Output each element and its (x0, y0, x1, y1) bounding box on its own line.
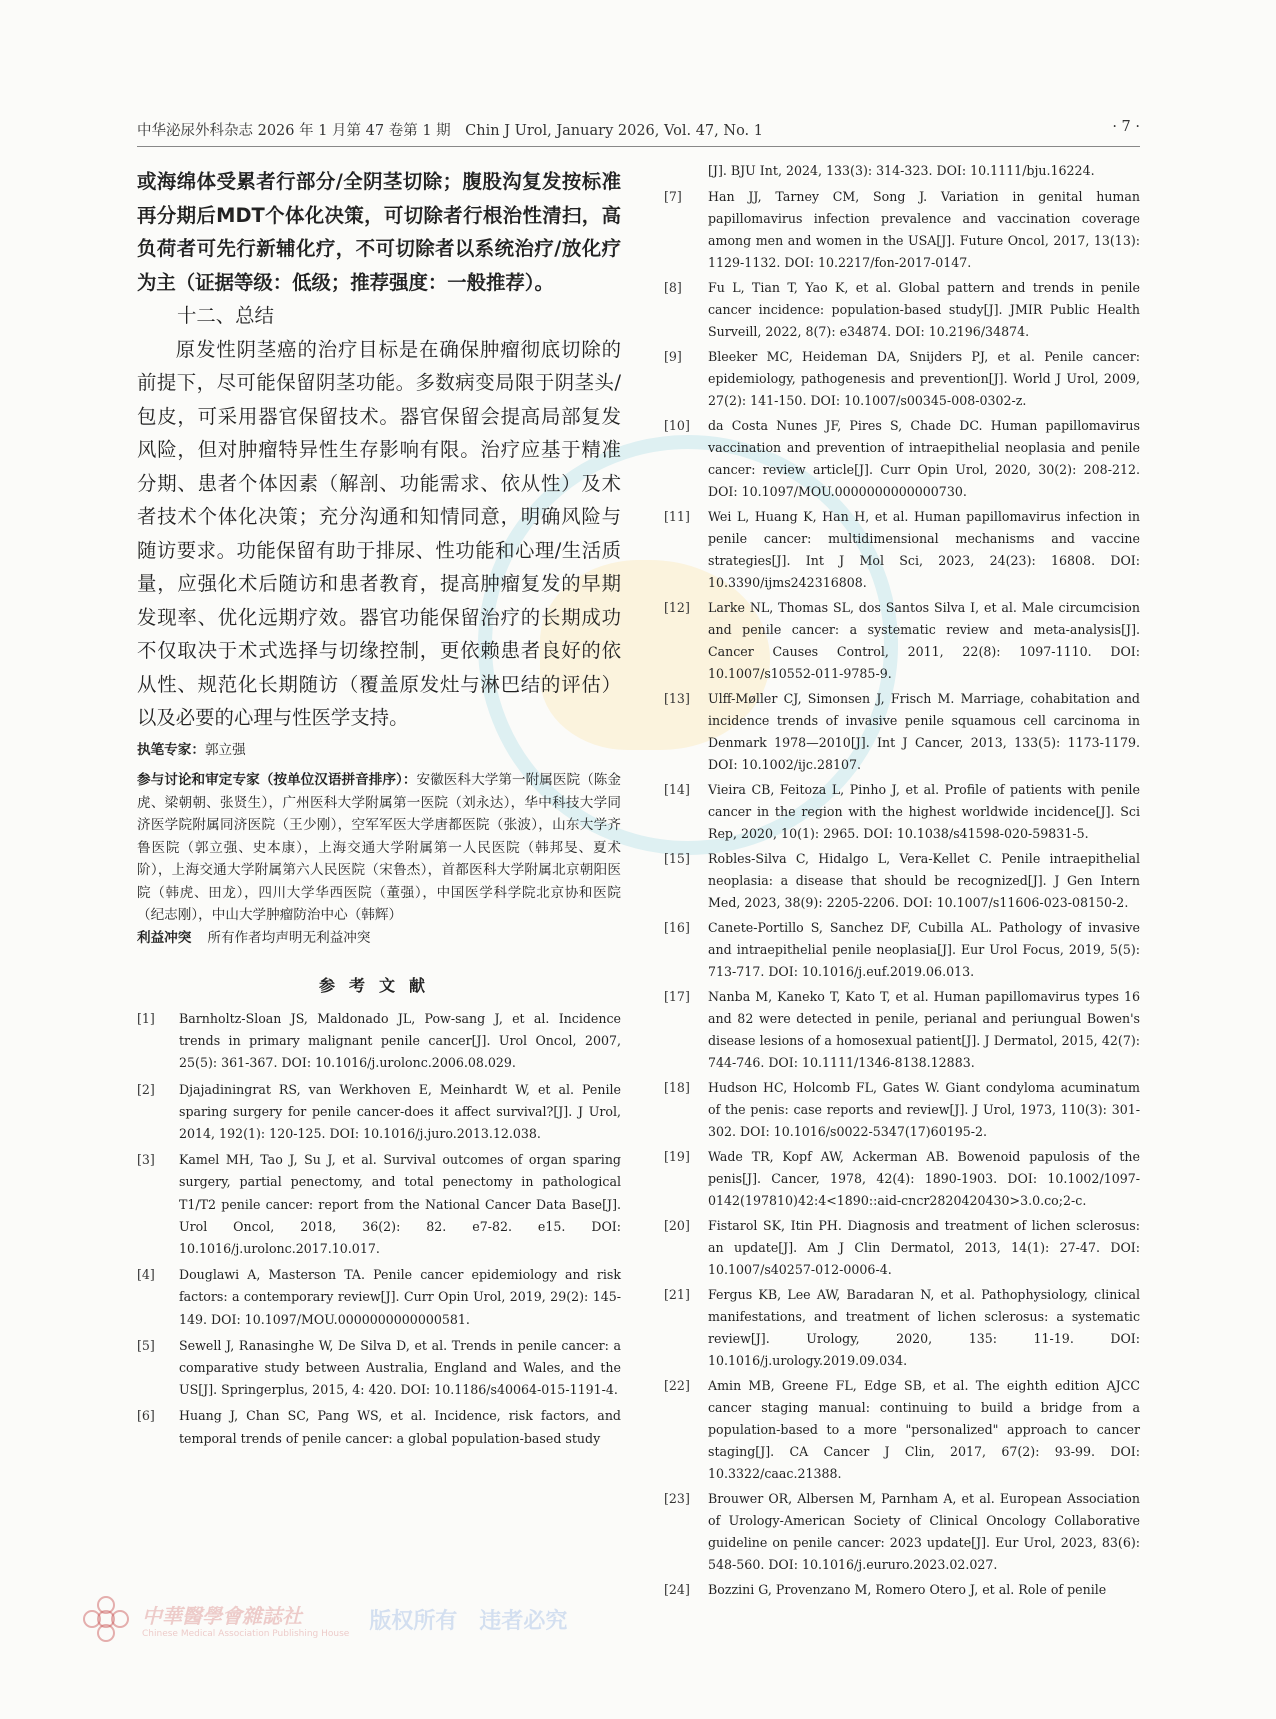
reference-number: [10] (664, 418, 690, 433)
experts-label: 参与讨论和审定专家（按单位汉语拼音排序）： (137, 772, 417, 788)
reference-text: Fergus KB, Lee AW, Baradaran N, et al. Pathophysiology, clinical manifestations, and treatment of lichen sclerosus: a systematic review[J]. Urology, 2020, 135: 11-19. DOI: 10.1016/j.urology.2019.09.034. (708, 1287, 1140, 1368)
reference-number: [20] (664, 1218, 690, 1233)
reference-item (137, 1405, 621, 1449)
reference-number: [9] (664, 349, 682, 364)
reference-item (137, 1008, 621, 1075)
reference-number: [5] (137, 1337, 155, 1353)
references-list-right (664, 186, 1140, 1601)
reference-text: Huang J, Chan SC, Pang WS, et al. Incidence, risk factors, and temporal trends of penile cancer: a global population-based study (179, 1408, 621, 1446)
reference-number: [4] (137, 1267, 155, 1283)
reference-item (137, 1149, 621, 1260)
reference-text: Bozzini G, Provenzano M, Romero Otero J, et al. Role of penile (708, 1582, 1107, 1597)
reference-number: [8] (664, 280, 682, 295)
publisher-name (142, 1600, 349, 1639)
reference-item (664, 688, 1140, 776)
page-number: · 7 · (1112, 119, 1140, 135)
reference-item (664, 848, 1140, 914)
reference-number: [15] (664, 851, 690, 866)
reference-text: Robles-Silva C, Hidalgo L, Vera-Kellet C. Penile intraepithelial neoplasia: a disease that should be recognized[J]. J Gen Intern Med, 2023, 38(9): 2205-2206. DOI: 10.1007/s11606-023-08150-2. (708, 851, 1140, 910)
header-rule (137, 146, 1140, 147)
reference-item (664, 1488, 1140, 1576)
reference-text: Nanba M, Kaneko T, Kato T, et al. Human papillomavirus types 16 and 82 were detected in penile, perianal and periungual Bowen's disease lesions of a homosexual patient[J]. J Dermatol, 2015, 42(7): 744-746. DOI: 10.1111/1346-8138.12883. (708, 989, 1140, 1070)
reference-number: [1] (137, 1011, 155, 1026)
reference-number: [11] (664, 509, 690, 524)
reference-text: Fu L, Tian T, Yao K, et al. Global pattern and trends in penile cancer incidence: population-based study[J]. JMIR Public Health Surveill, 2022, 8(7): e34874. DOI: 10.2196/34874. (708, 280, 1140, 339)
reference-text: Bleeker MC, Heideman DA, Snijders PJ, et al. Penile cancer: epidemiology, pathogenesis and prevention[J]. World J Urol, 2009, 27(2): 141-150. DOI: 10.1007/s00345-008-0302-z. (708, 349, 1140, 408)
experts-list: 安徽医科大学第一附属医院（陈金虎、梁朝朝、张贤生），广州医科大学附属第一医院（刘永达），华中科技大学同济医学院附属同济医院（王少刚），空军军医大学唐都医院（张波），山东大学齐鲁医院（郭立强、史本康），上海交通大学附属第一人民医院（韩邦旻、夏术阶），上海交通大学附属第六人民医院（宋鲁杰），首都医科大学附属北京朝阳医院（韩虎、田龙），四川大学华西医院（董强），中国医学科学院北京协和医院（纪志刚），中山大学肿瘤防治中心（韩辉） (137, 772, 622, 923)
reference-item (664, 1215, 1140, 1281)
conflict-line (137, 927, 621, 950)
author-label: 执笔专家： (137, 741, 205, 758)
reference-number: [22] (664, 1378, 690, 1393)
reference-text: Douglawi A, Masterson TA. Penile cancer epidemiology and risk factors: a contemporary review[J]. Curr Opin Urol, 2019, 29(2): 145-149. DOI: 10.1097/MOU.0000000000000581. (179, 1267, 621, 1327)
reference-number: [12] (664, 600, 690, 615)
reference-item (664, 506, 1140, 594)
reference-number: [17] (664, 989, 690, 1004)
publisher-watermark (80, 1593, 567, 1645)
reference-number: [13] (664, 691, 690, 706)
publisher-name-en: Chinese Medical Association Publishing House (142, 1628, 350, 1639)
reference-text: Djajadiningrat RS, van Werkhoven E, Meinhardt W, et al. Penile sparing surgery for penile cancer-does it affect survival?[J]. J Urol, 2014, 192(1): 120-125. DOI: 10.1016/j.juro.2013.12.038. (179, 1081, 621, 1142)
reference-continuation: [J]. BJU Int, 2024, 133(3): 314-323. DOI: 10.1111/bju.16224. (708, 163, 1095, 178)
reference-text: Brouwer OR, Albersen M, Parnham A, et al. European Association of Urology-American Society of Clinical Oncology Collaborative guideline on penile cancer: 2023 update[J]. Eur Urol, 2023, 83(6): 548-560. DOI: 10.1016/j.eururo.2023.02.027. (708, 1491, 1140, 1572)
reference-number: [23] (664, 1491, 690, 1506)
references-title: 参考文献 (318, 976, 439, 995)
bold-recommendation: 或海绵体受累者行部分/全阴茎切除；腹股沟复发按标准再分期后MDT个体化决策，可切除者行根治性清扫，高负荷者可先行新辅化疗，不可切除者以系统治疗/放化疗为主（证据等级：低级；推荐强度：一般推荐）。 (137, 170, 621, 294)
reference-item (664, 1284, 1140, 1372)
reference-text: Sewell J, Ranasinghe W, De Silva D, et al. Trends in penile cancer: a comparative study between Australia, England and Wales, and the US[J]. Springerplus, 2015, 4: 420. DOI: 10.1186/s40064-015-1191-4. (179, 1337, 621, 1398)
reference-number: [3] (137, 1152, 155, 1168)
author-line (137, 739, 621, 762)
conflict-statement: 所有作者均声明无利益冲突 (207, 929, 371, 946)
copyright-slogan: 版权所有 违者必究 (369, 1608, 568, 1634)
reference-text: Wade TR, Kopf AW, Ackerman AB. Bowenoid papulosis of the penis[J]. Cancer, 1978, 42(4): 1890-1903. DOI: 10.1002/1097-0142(197810)42:4<1890::aid-cncr2820420430>3.0.co;2-c. (708, 1149, 1140, 1208)
author-name: 郭立强 (204, 741, 246, 758)
reference-number: [21] (664, 1287, 690, 1302)
reference-text: Amin MB, Greene FL, Edge SB, et al. The eighth edition AJCC cancer staging manual: continuing to build a bridge from a population-based to a more "personalized" approach to cancer staging[J]. CA Cancer J Clin, 2017, 67(2): 93-99. DOI: 10.3322/caac.21388. (708, 1378, 1140, 1481)
reference-item (664, 1375, 1140, 1485)
right-column (664, 160, 1140, 1604)
reference-item (664, 277, 1140, 343)
left-column (137, 165, 621, 1454)
journal-citation: 中华泌尿外科杂志 2026 年 1 月第 47 卷第 1 期 Chin J Urol, January 2026, Vol. 47, No. 1 (137, 123, 763, 139)
reference-number: [7] (664, 189, 682, 204)
reference-text: Wei L, Huang K, Han H, et al. Human papillomavirus infection in penile cancer: multidimensional mechanisms and vaccine strategies[J]. Int J Mol Sci, 2023, 24(23): 16808. DOI: 10.3390/ijms242316808. (708, 509, 1140, 590)
reference-item (664, 415, 1140, 503)
reference-item (664, 986, 1140, 1074)
reference-item (664, 346, 1140, 412)
flower-logo-icon (80, 1593, 132, 1645)
reference-number: [24] (664, 1582, 690, 1597)
running-head (137, 119, 1140, 141)
reference-text: Larke NL, Thomas SL, dos Santos Silva I, et al. Male circumcision and penile cancer: a systematic review and meta-analysis[J]. Cancer Causes Control, 2011, 22(8): 1097-1110. DOI: 10.1007/s10552-011-9785-9. (708, 600, 1140, 681)
publisher-name-zh: 中華醫學會雜誌社 (142, 1603, 302, 1628)
reference-text: Fistarol SK, Itin PH. Diagnosis and treatment of lichen sclerosus: an update[J]. Am J Clin Dermatol, 2013, 14(1): 27-47. DOI: 10.1007/s40257-012-0006-4. (708, 1218, 1140, 1277)
reference-text: Vieira CB, Feitoza L, Pinho J, et al. Profile of patients with penile cancer in the region with the highest worldwide incidence[J]. Sci Rep, 2020, 10(1): 2965. DOI: 10.1038/s41598-020-59831-5. (708, 782, 1140, 841)
section-title: 十二、总结 (177, 304, 274, 327)
conflict-label: 利益冲突 (137, 929, 192, 946)
reference-item (137, 1335, 621, 1402)
reference-text: Han JJ, Tarney CM, Song J. Variation in genital human papillomavirus infection prevalence and vaccination coverage among men and women in the USA[J]. Future Oncol, 2017, 13(13): 1129-1132. DOI: 10.2217/fon-2017-0147. (708, 189, 1140, 270)
reference-text: da Costa Nunes JF, Pires S, Chade DC. Human papillomavirus vaccination and prevention of intraepithelial neoplasia and penile cancer: review article[J]. Curr Opin Urol, 2020, 30(2): 208-212. DOI: 10.1097/MOU.0000000000000730. (708, 418, 1140, 499)
reference-text: Barnholtz-Sloan JS, Maldonado JL, Pow-sang J, et al. Incidence trends in primary malignant penile cancer[J]. Urol Oncol, 2007, 25(5): 361-367. DOI: 10.1016/j.urolonc.2006.08.029. (179, 1011, 621, 1071)
summary-paragraph: 原发性阴茎癌的治疗目标是在确保肿瘤彻底切除的前提下，尽可能保留阴茎功能。多数病变局限于阴茎头/包皮，可采用器官保留技术。器官保留会提高局部复发风险，但对肿瘤特异性生存影响有限。治疗应基于精准分期、患者个体因素（解剖、功能需求、依从性）及术者技术个体化决策；充分沟通和知情同意，明确风险与随访要求。功能保留有助于排尿、性功能和心理/生活质量，应强化术后随访和患者教育，提高肿瘤复发的早期发现率、优化远期疗效。器官功能保留治疗的长期成功不仅取决于术式选择与切缘控制，更依赖患者良好的依从性、规范化长期随访（覆盖原发灶与淋巴结的评估）以及必要的心理与性医学支持。 (137, 337, 621, 729)
references-list-left (137, 1008, 621, 1450)
reference-number: [6] (137, 1408, 155, 1424)
reference-item (664, 917, 1140, 983)
reference-item (664, 597, 1140, 685)
reference-item (664, 1077, 1140, 1143)
reference-item (664, 1579, 1140, 1601)
reference-number: [14] (664, 782, 690, 797)
reference-number: [2] (137, 1081, 155, 1097)
reference-number: [16] (664, 920, 690, 935)
reference-item (664, 186, 1140, 274)
reference-text: Canete-Portillo S, Sanchez DF, Cubilla AL. Pathology of invasive and intraepithelial penile neoplasia[J]. Eur Urol Focus, 2019, 5(5): 713-717. DOI: 10.1016/j.euf.2019.06.013. (708, 920, 1140, 979)
reference-number: [18] (664, 1080, 690, 1095)
reference-item (664, 779, 1140, 845)
reference-item (664, 1146, 1140, 1212)
reference-item (137, 1079, 621, 1146)
reference-text: Hudson HC, Holcomb FL, Gates W. Giant condyloma acuminatum of the penis: case reports and review[J]. J Urol, 1973, 110(3): 301-302. DOI: 10.1016/s0022-5347(17)60195-2. (708, 1080, 1140, 1139)
reference-text: Kamel MH, Tao J, Su J, et al. Survival outcomes of organ sparing surgery, partial penectomy, and total penectomy in pathological T1/T2 penile cancer: report from the National Cancer Data Base[J]. Urol Oncol, 2018, 36(2): 82. e7-82. e15. DOI: 10.1016/j.urolonc.2017.10.017. (179, 1152, 621, 1257)
reference-item (137, 1264, 621, 1331)
experts-line (137, 769, 621, 927)
reference-number: [19] (664, 1149, 690, 1164)
reference-text: Ulff-Møller CJ, Simonsen J, Frisch M. Marriage, cohabitation and incidence trends of invasive penile squamous cell carcinoma in Denmark 1978—2010[J]. Int J Cancer, 2013, 133(5): 1173-1179. DOI: 10.1002/ijc.28107. (708, 691, 1140, 772)
